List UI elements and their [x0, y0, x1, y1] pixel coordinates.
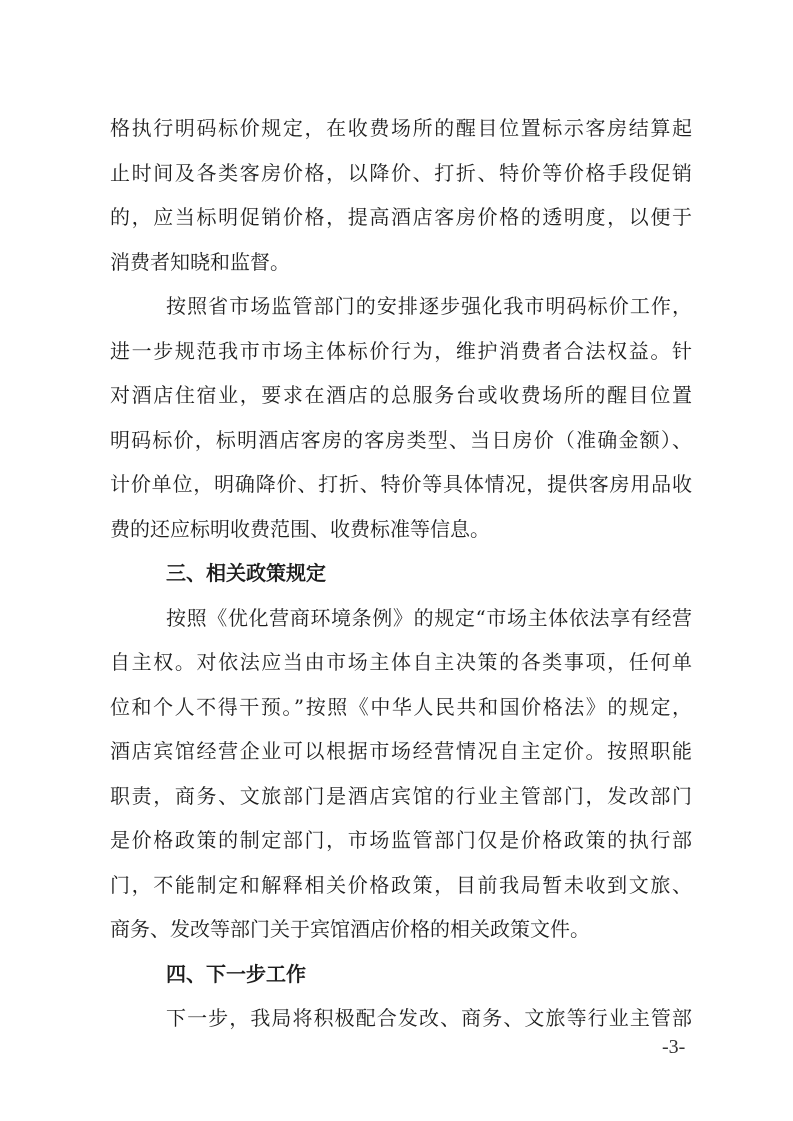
text-line: 格执行明码标价规定，在收费场所的醒目位置标示客房结算起	[110, 116, 692, 140]
document-body	[110, 106, 692, 1041]
text-line: 位和个人不得干预。”按照《中华人民共和国价格法》的规定，	[110, 694, 692, 719]
section-heading: 三、相关政策规定	[166, 561, 326, 585]
page-number: -3-	[662, 1036, 686, 1058]
text-line: 费的还应标明收费范围、收费标准等信息。	[110, 516, 490, 541]
text-line: 按照《优化营商环境条例》的规定“市场主体依法享有经营	[166, 605, 692, 630]
text-line: 进一步规范我市市场主体标价行为，维护消费者合法权益。针	[110, 338, 692, 363]
text-line: 门，不能制定和解释相关价格政策，目前我局暂未收到文旅、	[110, 872, 692, 897]
text-line: 止时间及各类客房价格，以降价、打折、特价等价格手段促销	[110, 160, 692, 185]
text-line: 商务、发改等部门关于宾馆酒店价格的相关政策文件。	[110, 917, 590, 941]
text-line: 下一步，我局将积极配合发改、商务、文旅等行业主管部	[166, 1006, 692, 1030]
text-line: 消费者知晓和监督。	[110, 249, 290, 274]
text-line: 职责，商务、文旅部门是酒店宾馆的行业主管部门，发改部门	[110, 783, 692, 808]
text-line: 酒店宾馆经营企业可以根据市场经营情况自主定价。按照职能	[110, 739, 692, 763]
text-line: 的，应当标明促销价格，提高酒店客房价格的透明度，以便于	[110, 205, 692, 229]
section-heading: 四、下一步工作	[166, 961, 306, 986]
text-line: 明码标价，标明酒店客房的客房类型、当日房价（准确金额）、	[110, 427, 692, 452]
text-line: 是价格政策的制定部门，市场监管部门仅是价格政策的执行部	[110, 828, 692, 852]
text-line: 自主权。对依法应当由市场主体自主决策的各类事项，任何单	[110, 650, 692, 674]
text-line: 计价单位，明确降价、打折、特价等具体情况，提供客房用品收	[110, 472, 692, 496]
text-line: 对酒店住宿业，要求在酒店的总服务台或收费场所的醒目位置	[110, 383, 692, 407]
text-line: 按照省市场监管部门的安排逐步强化我市明码标价工作，	[166, 294, 692, 318]
